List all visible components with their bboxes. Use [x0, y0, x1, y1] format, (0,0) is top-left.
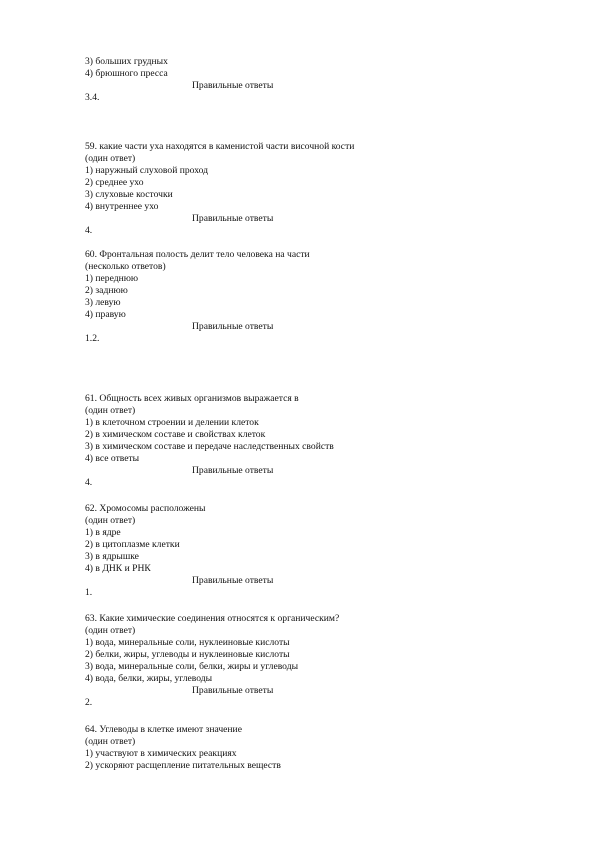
- option-3: 3) в химическом составе и передаче наследственных свойств: [85, 441, 334, 452]
- question-60: [85, 249, 525, 345]
- option-1: 1) участвуют в химических реакциях: [85, 748, 237, 759]
- answer-value: 2.: [85, 697, 93, 708]
- answers-label: Правильные ответы: [192, 321, 274, 332]
- option-1: 1) в ядре: [85, 527, 121, 538]
- question-64: [85, 724, 525, 772]
- option-4: 4) все ответы: [85, 453, 140, 464]
- question-62: [85, 503, 525, 599]
- option-4: 4) правую: [85, 309, 126, 320]
- answer-mode: (один ответ): [85, 625, 136, 636]
- answer-value: 3.4.: [85, 92, 100, 103]
- question-61: [85, 393, 525, 489]
- question-title: 62. Хромосомы расположены: [85, 503, 206, 514]
- option-3: 3) в ядрышке: [85, 551, 139, 562]
- option-1: 1) в клеточном строении и делении клеток: [85, 417, 259, 428]
- option-4: 4) вода, белки, жиры, углеводы: [85, 673, 213, 684]
- option-2: 2) ускоряют расщепление питательных веществ: [85, 760, 281, 771]
- option-1: 1) переднюю: [85, 273, 139, 284]
- option-1: 1) вода, минеральные соли, нуклеиновые кислоты: [85, 637, 290, 648]
- question-title: 59. какие части уха находятся в каменистой части височной кости: [85, 141, 355, 152]
- question-58-fragment: [85, 56, 525, 104]
- answer-value: 4.: [85, 477, 93, 488]
- option-3: 3) вода, минеральные соли, белки, жиры и углеводы: [85, 661, 299, 672]
- option-3: 3) слуховые косточки: [85, 189, 173, 200]
- option-2: 2) среднее ухо: [85, 177, 144, 188]
- option-2: 2) заднюю: [85, 285, 128, 296]
- answer-mode: (один ответ): [85, 153, 136, 164]
- answers-label: Правильные ответы: [192, 575, 274, 586]
- answer-value: 1.: [85, 587, 93, 598]
- question-63: [85, 613, 525, 709]
- answer-mode: (один ответ): [85, 405, 136, 416]
- option-3: 3) больших грудных: [85, 56, 168, 67]
- answer-mode: (один ответ): [85, 515, 136, 526]
- option-2: 2) в цитоплазме клетки: [85, 539, 180, 550]
- answers-label: Правильные ответы: [192, 465, 274, 476]
- answer-mode: (один ответ): [85, 736, 136, 747]
- option-4: 4) в ДНК и РНК: [85, 563, 151, 574]
- option-4: 4) брюшного пресса: [85, 68, 168, 79]
- option-3: 3) левую: [85, 297, 121, 308]
- answers-label: Правильные ответы: [192, 213, 274, 224]
- question-title: 64. Углеводы в клетке имеют значение: [85, 724, 242, 735]
- question-title: 61. Общность всех живых организмов выражается в: [85, 393, 299, 404]
- option-2: 2) белки, жиры, углеводы и нуклеиновые кислоты: [85, 649, 290, 660]
- option-2: 2) в химическом составе и свойствах клеток: [85, 429, 266, 440]
- answer-mode: (несколько ответов): [85, 261, 166, 272]
- question-title: 60. Фронтальная полость делит тело человека на части: [85, 249, 310, 260]
- answer-value: 4.: [85, 225, 93, 236]
- question-title: 63. Какие химические соединения относятся к органическим?: [85, 613, 340, 624]
- question-59: [85, 141, 525, 237]
- answer-value: 1.2.: [85, 333, 100, 344]
- option-4: 4) внутреннее ухо: [85, 201, 159, 212]
- option-1: 1) наружный слуховой проход: [85, 165, 209, 176]
- answers-label: Правильные ответы: [192, 80, 274, 91]
- answers-label: Правильные ответы: [192, 685, 274, 696]
